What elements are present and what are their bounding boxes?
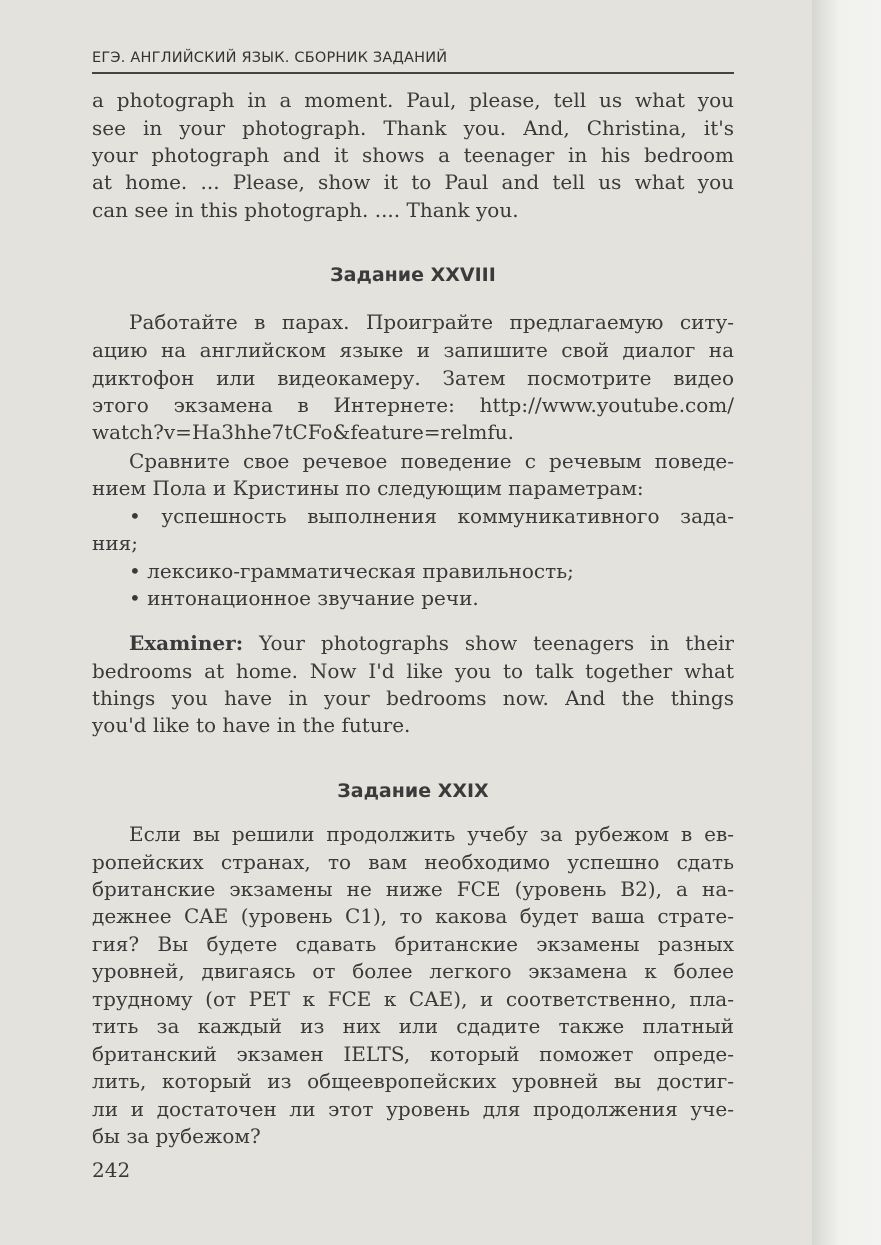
bullet-item-continuation: ния; [92,531,139,555]
page-edge [812,0,881,1245]
examiner-line: you'd like to have in the future. [92,713,411,737]
page-number: 242 [92,1158,131,1182]
examiner-line [129,629,734,657]
task-28-line: нием Пола и Кристины по следующим параметрам: [92,476,644,500]
header-rule [92,72,734,74]
task-29-line: трудному (от PET к FCE к CAE), и соответственно, пла- [92,987,734,1011]
bullet-item: • лексико-грамматическая правильность; [129,559,574,583]
running-head: ЕГЭ. АНГЛИЙСКИЙ ЯЗЫК. СБОРНИК ЗАДАНИЙ [92,50,448,66]
intro-line: a photograph in a moment. Paul, please, tell us what you [92,88,734,112]
task-29-line: лить, который из общеевропейских уровней вы достиг- [92,1069,734,1093]
bullet-item: • успешность выполнения коммуникативного зада- [129,504,734,528]
task-29-line: британские экзамены не ниже FCE (уровень B2), а на- [92,877,734,901]
task-28-line: Работайте в парах. Проиграйте предлагаемую ситу- [129,310,734,334]
task-28-line: диктофон или видеокамеру. Затем посмотрите видео [92,366,734,390]
intro-line: can see in this photograph. .... Thank you. [92,198,519,222]
task-28-line: Сравните свое речевое поведение с речевым поведе- [129,449,734,473]
examiner-line: bedrooms at home. Now I'd like you to talk together what [92,659,734,683]
task-29-line: уровней, двигаясь от более легкого экзамена к более [92,959,734,983]
task-29-line: бы за рубежом? [92,1124,261,1148]
task-28-line: ацию на английском языке и запишите свой диалог на [92,338,734,362]
task-28-line: watch?v=Ha3hhe7tCFo&feature=relmfu. [92,420,514,444]
intro-line: at home. ... Please, show it to Paul and tell us what you [92,170,734,194]
bullet-item: • интонационное звучание речи. [129,586,479,610]
task-29-line: ропейских странах, то вам необходимо успешно сдать [92,850,734,874]
examiner-line: things you have in your bedrooms now. And the things [92,686,734,710]
task-29-heading: Задание XXIX [337,780,489,802]
task-28-line: этого экзамена в Интернете: http://www.youtube.com/ [92,393,734,417]
task-29-line: Если вы решили продолжить учебу за рубежом в ев- [129,822,734,846]
task-29-line: гия? Вы будете сдавать британские экзамены разных [92,932,734,956]
task-29-line: тить за каждый из них или сдадите также платный [92,1014,734,1038]
task-28-heading: Задание XXVIII [330,264,496,286]
examiner-label: Examiner: [129,631,244,655]
examiner-text: Your photographs show teenagers in their [243,631,734,655]
task-29-line: ли и достаточен ли этот уровень для продолжения уче- [92,1097,734,1121]
task-29-line: британский экзамен IELTS, который поможет опреде- [92,1042,734,1066]
intro-line: your photograph and it shows a teenager in his bedroom [92,143,734,167]
intro-line: see in your photograph. Thank you. And, Christina, it's [92,116,734,140]
task-29-line: дежнее CAE (уровень C1), то какова будет ваша страте- [92,904,734,928]
